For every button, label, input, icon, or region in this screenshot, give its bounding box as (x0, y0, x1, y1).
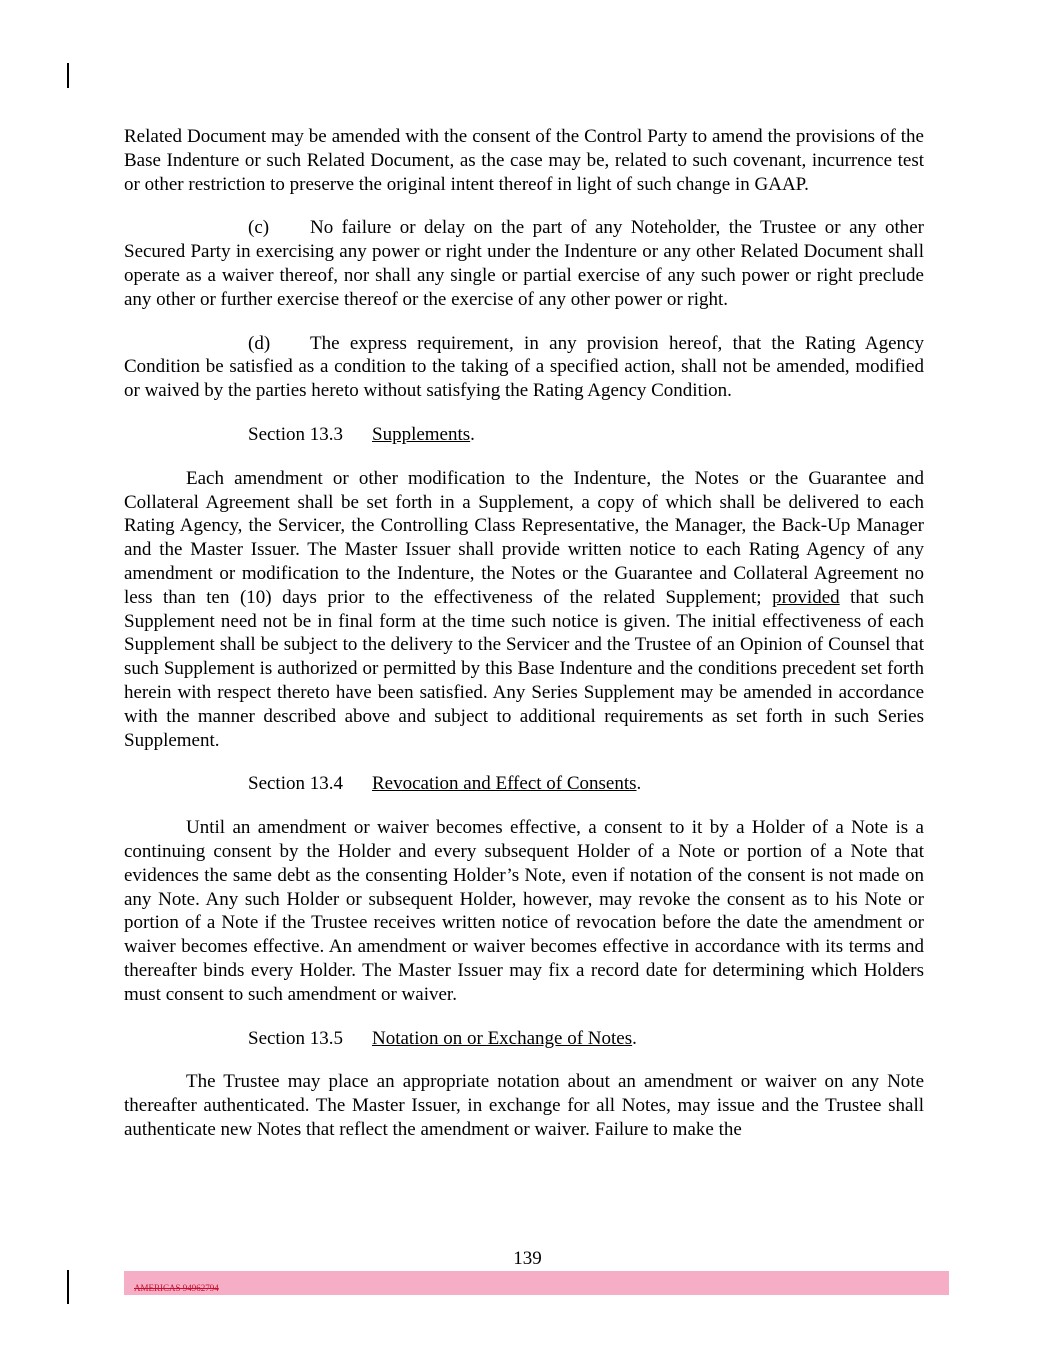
section-13-4-heading (124, 772, 924, 796)
section-13-4-period: . (636, 773, 642, 795)
page-number: 139 (513, 1248, 542, 1269)
section-13-3-title: Supplements (372, 423, 471, 445)
provided-term: provided (772, 586, 840, 608)
section-13-5-period: . (632, 1027, 637, 1049)
section-13-3-body-after: that such Supplement need not be in final form at the time such notice is given. The initial effectiveness of each Supplement shall be subject to the delivery to the Servicer and the Trustee of an Opinion of Counsel that such Supplement is authorized or permitted by this Base Indenture and the conditions precedent set forth herein with respect thereto have been satisfied. Any Series Supplement may be amended in accordance with the manner described above and subject to additional requirements as set forth in such Series Supplement. (124, 586, 924, 751)
paragraph-gaap-continuation: Related Document may be amended with the consent of the Control Party to amend the provisions of the Base Indenture or such Related Document, as the case may be, related to such covenant, incurrence test or other restriction to preserve the original intent thereof in light of such change in GAAP. (124, 126, 924, 195)
subsection-d (124, 332, 924, 403)
section-13-3-body-before: Each amendment or other modification to the Indenture, the Notes or the Guarantee and Collateral Agreement shall be set forth in a Supplement, a copy of which shall be delivered to each Rating Agency, the Servicer, the Controlling Class Representative, the Manager, the Back-Up Manager and the Master Issuer. The Master Issuer shall provide written notice to each Rating Agency of any amendment or modification to the Indenture, the Notes or the Guarantee and Collateral Agreement no less than ten (10) days prior to the effectiveness of the related Supplement; (124, 467, 924, 608)
section-13-4-title: Revocation and Effect of Consents (372, 773, 637, 795)
revision-change-bar-top (67, 63, 69, 88)
section-13-3-heading (124, 423, 924, 447)
section-13-3-number: Section 13.3 (248, 423, 343, 445)
footer-doc-id: AMERICAS 94962794 (134, 1283, 219, 1293)
section-13-4-number: Section 13.4 (248, 773, 343, 795)
section-13-5-body: The Trustee may place an appropriate notation about an amendment or waiver on any Note thereafter authenticated. The Master Issuer, in exchange for all Notes, may issue and the Trustee shall authenticate new Notes that reflect the amendment or waiver. Failure to make the (124, 1071, 924, 1140)
section-13-5-number: Section 13.5 (248, 1027, 343, 1049)
section-13-5-title: Notation on or Exchange of Notes (372, 1027, 633, 1049)
subsection-c (124, 216, 924, 311)
subsection-c-label: (c) (248, 217, 270, 239)
section-13-4-body: Until an amendment or waiver becomes effective, a consent to it by a Holder of a Note is a continuing consent by the Holder and every subsequent Holder of a Note or portion of a Note that evidences the same debt as the consenting Holder’s Note, even if notation of the consent is not made on any Note. Any such Holder or subsequent Holder, however, may revoke the consent as to his Note or portion of a Note if the Trustee receives written notice of revocation before the date the amendment or waiver becomes effective. An amendment or waiver becomes effective in accordance with its terms and thereafter binds every Holder. The Master Issuer may fix a record date for determining which Holders must consent to such amendment or waiver. (124, 817, 924, 1005)
section-13-3-body (124, 467, 924, 753)
section-13-5-heading (124, 1027, 924, 1051)
revision-change-bar-bottom (67, 1270, 69, 1304)
subsection-d-text: The express requirement, in any provision hereof, that the Rating Agency Condition be satisfied as a condition to the taking of a specified action, shall not be amended, modified or waived by the parties hereto without satisfying the Rating Agency Condition. (124, 332, 924, 402)
section-13-3-period: . (470, 423, 475, 445)
subsection-d-label: (d) (248, 332, 271, 354)
document-body (124, 125, 924, 1162)
subsection-c-text: No failure or delay on the part of any Noteholder, the Trustee or any other Secured Party in exercising any power or right under the Indenture or any other Related Document shall operate as a waiver thereof, nor shall any single or partial exercise of any such power or right preclude any other or further exercise thereof or the exercise of any other power or right. (124, 217, 924, 310)
footer-band (124, 1271, 949, 1295)
